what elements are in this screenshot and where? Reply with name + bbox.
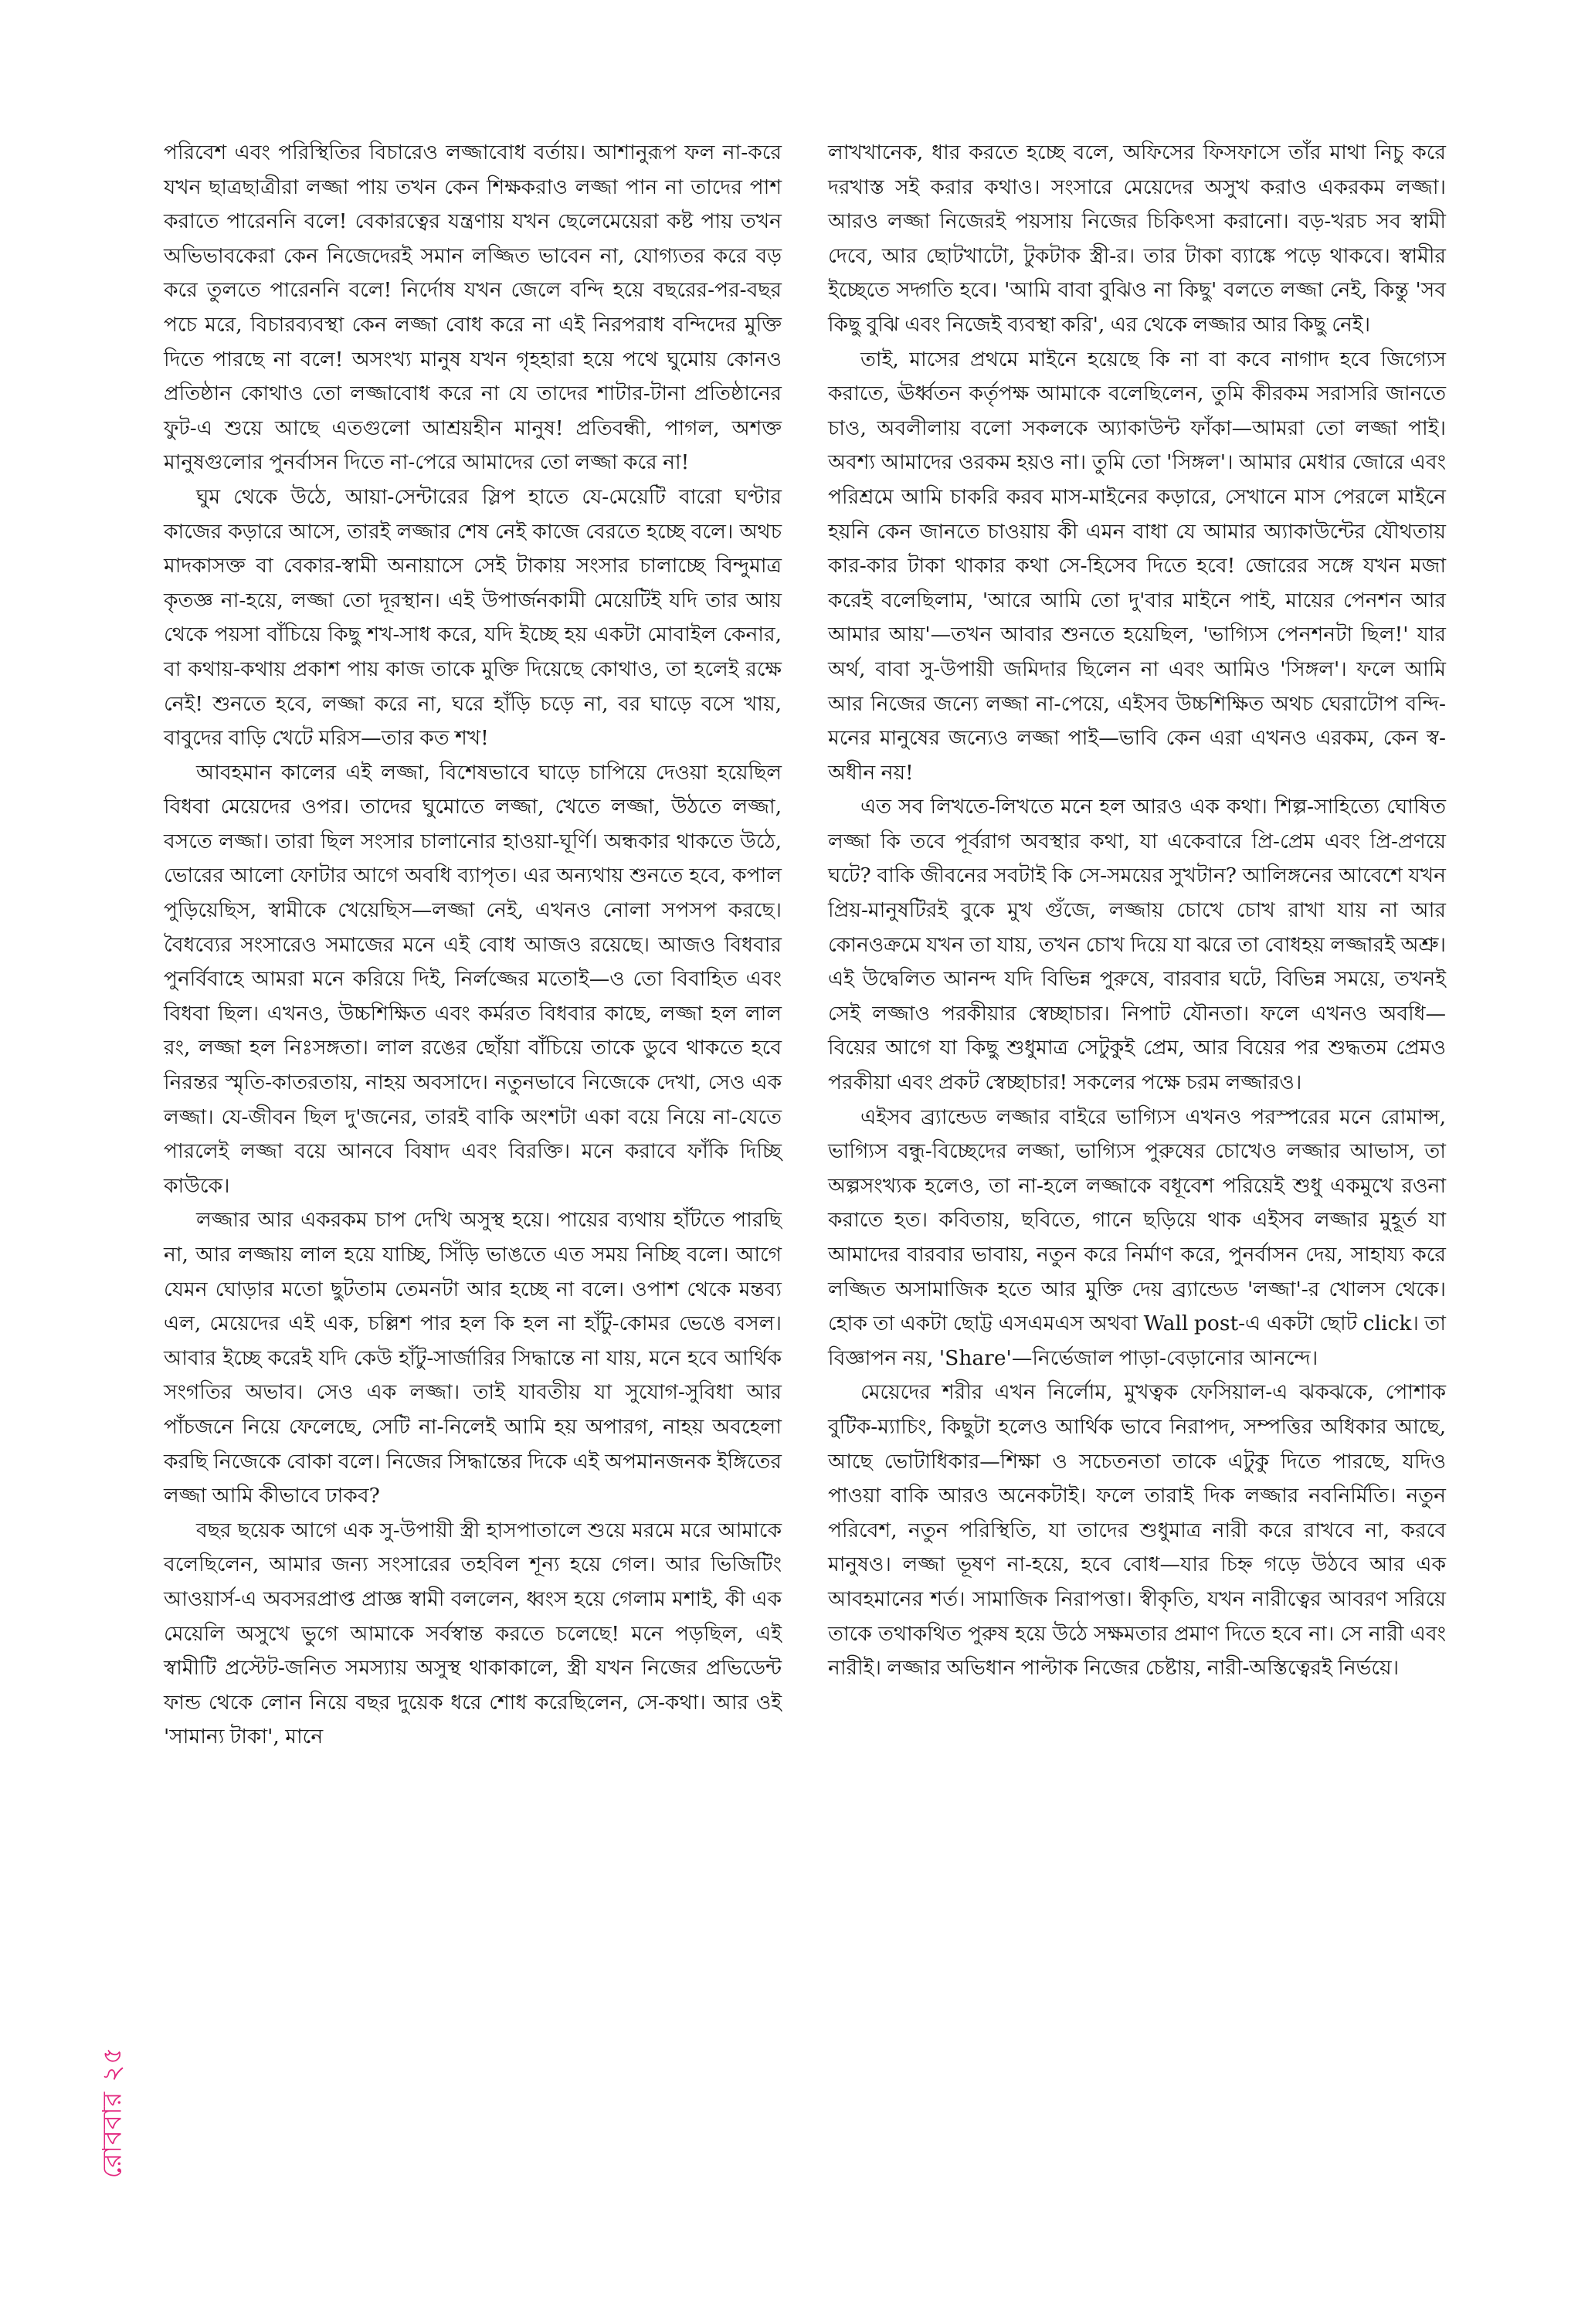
paragraph: মেয়েদের শরীর এখন নির্লোম, মুখত্বক ফেসিয়াল-এ ঝকঝকে, পোশাক বুটিক-ম্যাচিং, কিছুটা হলেও আর্থিক ভাবে নিরাপদ, সম্পত্তির অধিকার আছে, আছে ভোটাধিকার—শিক্ষা ও সচেতনতা তাকে এটুকু দিতে পারছে, যদিও পাওয়া বাকি আরও অনেকটাই। ফলে তারাই দিক লজ্জার নবনির্মিতি। নতুন পরিবেশ, নতুন পরিস্থিতি, যা তাদের শুধুমাত্র নারী করে রাখবে না, করবে মানুষও। লজ্জা ভূষণ না-হয়ে, হবে বোধ—যার চিহ্ন গড়ে উঠবে আর এক আবহমানের শর্ত। সামাজিক নিরাপত্তা। স্বীকৃতি, যখন নারীত্বের আবরণ সরিয়ে তাকে তথাকথিত পুরুষ হয়ে উঠে সক্ষমতার প্রমাণ দিতে হবে না। সে নারী এবং নারীই। লজ্জার অভিধান পাল্টাক নিজের চেষ্টায়, নারী-অস্তিত্বেরই নির্ভয়ে। xyxy=(828,1380,1446,1681)
paragraph: পরিবেশ এবং পরিস্থিতির বিচারেও লজ্জাবোধ বর্তায়। আশানুরূপ ফল না-করে যখন ছাত্রছাত্রীরা লজ্জা পায় তখন কেন শিক্ষকরাও লজ্জা পান না তাদের পাশ করাতে পারেননি বলে! বেকারত্বের যন্ত্রণায় যখন ছেলেমেয়েরা কষ্ট পায় তখন অভিভাবকেরা কেন নিজেদেরই সমান লজ্জিত ভাবেন না, যোগ্যতর করে বড় করে তুলতে পারেননি বলে! নির্দোষ যখন জেলে বন্দি হয়ে বছরের-পর-বছর পচে মরে, বিচারব্যবস্থা কেন লজ্জা বোধ করে না এই নিরপরাধ বন্দিদের মুক্তি দিতে পারছে না বলে! অসংখ্য মানুষ যখন গৃহহারা হয়ে পথে ঘুমোয় কোনও প্রতিষ্ঠান কোথাও তো লজ্জাবোধ করে না যে তাদের শাটার-টানা প্রতিষ্ঠানের ফুট-এ শুয়ে আছে এতগুলো আশ্রয়হীন মানুষ! প্রতিবন্ধী, পাগল, অশক্ত মানুষগুলোর পুনর্বাসন দিতে না-পেরে আমাদের তো লজ্জা করে না! xyxy=(164,141,782,475)
paragraph: আবহমান কালের এই লজ্জা, বিশেষভাবে ঘাড়ে চাপিয়ে দেওয়া হয়েছিল বিধবা মেয়েদের ওপর। তাদের ঘুমোতে লজ্জা, খেতে লজ্জা, উঠতে লজ্জা, বসতে লজ্জা। তারা ছিল সংসার চালানোর হাওয়া-ঘূর্ণি। অন্ধকার থাকতে উঠে, ভোরের আলো ফোটার আগে অবধি ব্যাপৃত। এর অন্যথায় শুনতে হবে, কপাল পুড়িয়েছিস, স্বামীকে খেয়েছিস—লজ্জা নেই, এখনও নোলা সপসপ করছে। বৈধব্যের সংসারেও সমাজের মনে এই বোধ আজও রয়েছে। আজও বিধবার পুনর্বিবাহে আমরা মনে করিয়ে দিই, নির্লজ্জের মতোই—ও তো বিবাহিত এবং বিধবা ছিল। এখনও, উচ্চশিক্ষিত এবং কর্মরত বিধবার কাছে, লজ্জা হল লাল রং, লজ্জা হল নিঃসঙ্গতা। লাল রঙের ছোঁয়া বাঁচিয়ে তাকে ডুবে থাকতে হবে নিরন্তর স্মৃতি-কাতরতায়, নাহয় অবসাদে। নতুনভাবে নিজেকে দেখা, সেও এক লজ্জা। যে-জীবন ছিল দু'জনের, তারই বাকি অংশটা একা বয়ে নিয়ে না-যেতে পারলেই লজ্জা বয়ে আনবে বিষাদ এবং বিরক্তি। মনে করাবে ফাঁকি দিচ্ছি কাউকে। xyxy=(164,760,782,1198)
paragraph: এত সব লিখতে-লিখতে মনে হল আরও এক কথা। শিল্প-সাহিত্যে ঘোষিত লজ্জা কি তবে পূর্বরাগ অবস্থার কথা, যা একেবারে প্রি-প্রেম এবং প্রি-প্রণয়ে ঘটে? বাকি জীবনের সবটাই কি সে-সময়ের সুখটান? আলিঙ্গনের আবেশে যখন প্রিয়-মানুষটিরই বুকে মুখ গুঁজে, লজ্জায় চোখে চোখ রাখা যায় না আর কোনওক্রমে যখন তা যায়, তখন চোখ দিয়ে যা ঝরে তা বোধহয় লজ্জারই অশ্রু। এই উদ্বেলিত আনন্দ যদি বিভিন্ন পুরুষে, বারবার ঘটে, বিভিন্ন সময়ে, তখনই সেই লজ্জাও পরকীয়ার স্বেচ্ছাচার। নিপাট যৌনতা। ফলে এখনও অবধি—বিয়ের আগে যা কিছু শুধুমাত্র সেটুকুই প্রেম, আর বিয়ের পর শুদ্ধতম প্রেমও পরকীয়া এবং প্রকট স্বেচ্ছাচার! সকলের পক্ষে চরম লজ্জারও। xyxy=(828,795,1446,1095)
paragraph: লজ্জার আর একরকম চাপ দেখি অসুস্থ হয়ে। পায়ের ব্যথায় হাঁটতে পারছি না, আর লজ্জায় লাল হয়ে যাচ্ছি, সিঁড়ি ভাঙতে এত সময় নিচ্ছি বলে। আগে যেমন ঘোড়ার মতো ছুটতাম তেমনটা আর হচ্ছে না বলে। ওপাশ থেকে মন্তব্য এল, মেয়েদের এই এক, চল্লিশ পার হল কি হল না হাঁটু-কোমর ভেঙে বসল। আবার ইচ্ছে করেই যদি কেউ হাঁটু-সার্জারির সিদ্ধান্তে না যায়, মনে হবে আর্থিক সংগতির অভাব। সেও এক লজ্জা। তাই যাবতীয় যা সুযোগ-সুবিধা আর পাঁচজনে নিয়ে ফেলেছে, সেটি না-নিলেই আমি হয় অপারগ, নাহয় অবহেলা করছি নিজেকে বোকা বলে। নিজের সিদ্ধান্তের দিকে এই অপমানজনক ইঙ্গিতের লজ্জা আমি কীভাবে ঢাকব? xyxy=(164,1208,782,1508)
paragraph: তাই, মাসের প্রথমে মাইনে হয়েছে কি না বা কবে নাগাদ হবে জিগ্যেস করাতে, ঊর্ধ্বতন কর্তৃপক্ষ আমাকে বলেছিলেন, তুমি কীরকম সরাসরি জানতে চাও, অবলীলায় বলো সকলকে অ্যাকাউন্ট ফাঁকা—আমরা তো লজ্জা পাই। অবশ্য আমাদের ওরকম হয়ও না। তুমি তো 'সিঙ্গল'। আমার মেধার জোরে এবং পরিশ্রমে আমি চাকরি করব মাস-মাইনের কড়ারে, সেখানে মাস পেরলে মাইনে হয়নি কেন জানতে চাওয়ায় কী এমন বাধা যে আমার অ্যাকাউন্টের যৌথতায় কার-কার টাকা থাকার কথা সে-হিসেব দিতে হবে! জোরের সঙ্গে যখন মজা করেই বলেছিলাম, 'আরে আমি তো দু'বার মাইনে পাই, মায়ের পেনশন আর আমার আয়'—তখন আবার শুনতে হয়েছিল, 'ভাগ্যিস পেনশনটা ছিল!' যার অর্থ, বাবা সু-উপায়ী জমিদার ছিলেন না এবং আমিও 'সিঙ্গল'। ফলে আমি আর নিজের জন্যে লজ্জা না-পেয়ে, এইসব উচ্চশিক্ষিত অথচ ঘেরাটোপ বন্দি-মনের মানুষের জন্যেও লজ্জা পাই—ভাবি কেন এরা এখনও এরকম, কেন স্ব-অধীন নয়! xyxy=(828,347,1446,785)
page-number-text: রোববার ২৫ xyxy=(97,2046,128,2179)
paragraph: ঘুম থেকে উঠে, আয়া-সেন্টারের স্লিপ হাতে যে-মেয়েটি বারো ঘণ্টার কাজের কড়ারে আসে, তারই লজ্জার শেষ নেই কাজে বেরতে হচ্ছে বলে। অথচ মাদকাসক্ত বা বেকার-স্বামী অনায়াসে সেই টাকায় সংসার চালাচ্ছে বিন্দুমাত্র কৃতজ্ঞ না-হয়ে, লজ্জা তো দূরস্থান। এই উপার্জনকামী মেয়েটিই যদি তার আয় থেকে পয়সা বাঁচিয়ে কিছু শখ-সাধ করে, যদি ইচ্ছে হয় একটা মোবাইল কেনার, বা কথায়-কথায় প্রকাশ পায় কাজ তাকে মুক্তি দিয়েছে কোথাও, তা হলেই রক্ষে নেই! শুনতে হবে, লজ্জা করে না, ঘরে হাঁড়ি চড়ে না, বর ঘাড়ে বসে খায়, বাবুদের বাড়ি খেটে মরিস—তার কত শখ! xyxy=(164,484,782,751)
article-column-right xyxy=(828,136,1446,1686)
paragraph: লাখখানেক, ধার করতে হচ্ছে বলে, অফিসের ফিসফাসে তাঁর মাথা নিচু করে দরখাস্ত সই করার কথাও। সংসারে মেয়েদের অসুখ করাও একরকম লজ্জা। আরও লজ্জা নিজেরই পয়সায় নিজের চিকিৎসা করানো। বড়-খরচ সব স্বামী দেবে, আর ছোটখাটো, টুকটাক স্ত্রী-র। তার টাকা ব্যাঙ্কে পড়ে থাকবে। স্বামীর ইচ্ছেতে সদ্গতি হবে। 'আমি বাবা বুঝিও না কিছু' বলতে লজ্জা নেই, কিন্তু 'সব কিছু বুঝি এবং নিজেই ব্যবস্থা করি', এর থেকে লজ্জার আর কিছু নেই। xyxy=(828,141,1446,337)
page-number-marker xyxy=(91,1997,137,2228)
article-column-left xyxy=(164,136,782,1755)
paragraph: বছর ছয়েক আগে এক সু-উপায়ী স্ত্রী হাসপাতালে শুয়ে মরমে মরে আমাকে বলেছিলেন, আমার জন্য সংসারের তহবিল শূন্য হয়ে গেল। আর ভিজিটিং আওয়ার্স-এ অবসরপ্রাপ্ত প্রাজ্ঞ স্বামী বললেন, ধ্বংস হয়ে গেলাম মশাই, কী এক মেয়েলি অসুখে ভুগে আমাকে সর্বস্বান্ত করতে চলেছে! মনে পড়ছিল, এই স্বামীটি প্রস্টেট-জনিত সমস্যায় অসুস্থ থাকাকালে, স্ত্রী যখন নিজের প্রভিডেন্ট ফান্ড থেকে লোন নিয়ে বছর দুয়েক ধরে শোধ করেছিলেন, সে-কথা। আর ওই 'সামান্য টাকা', মানে xyxy=(164,1518,782,1749)
paragraph: এইসব ব্র্যান্ডেড লজ্জার বাইরে ভাগ্যিস এখনও পরস্পরের মনে রোমান্স, ভাগ্যিস বন্ধু-বিচ্ছেদের লজ্জা, ভাগ্যিস পুরুষের চোখেও লজ্জার আভাস, তা অল্পসংখ্যক হলেও, তা না-হলে লজ্জাকে বধূবেশ পরিয়েই শুধু একমুখে রওনা করাতে হত। কবিতায়, ছবিতে, গানে ছড়িয়ে থাক এইসব লজ্জার মুহূর্ত যা আমাদের বারবার ভাবায়, নতুন করে নির্মাণ করে, পুনর্বাসন দেয়, সাহায্য করে লজ্জিত অসামাজিক হতে আর মুক্তি দেয় ব্র্যান্ডেড 'লজ্জা'-র খোলস থেকে। হোক তা একটা ছোট্ট এসএমএস অথবা Wall post-এ একটা ছোট click। তা বিজ্ঞাপন নয়, 'Share'—নির্ভেজাল পাড়া-বেড়ানোর আনন্দে। xyxy=(828,1104,1446,1370)
